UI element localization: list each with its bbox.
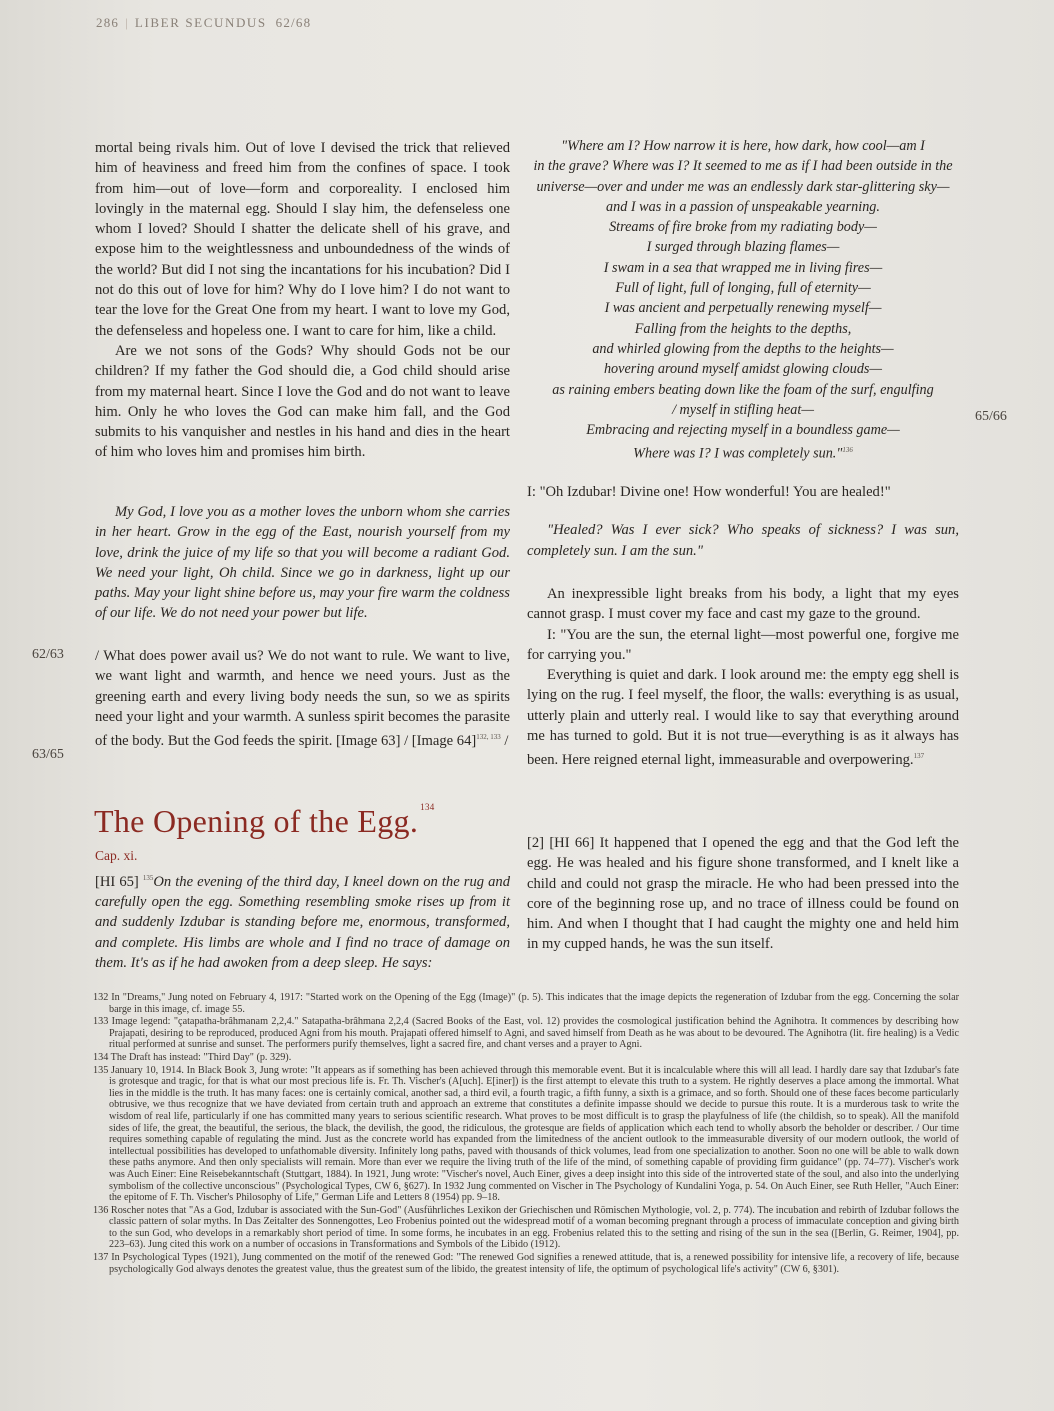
narrative-block [527, 584, 959, 771]
poem-line: I was ancient and perpetually renewing myself— [604, 300, 882, 317]
margin-number: 63/65 [32, 747, 64, 762]
poem-line: Where was I? I was completely sun." [633, 446, 843, 463]
right-column [527, 136, 959, 464]
poem-line: Embracing and rejecting myself in a boundless game— [586, 422, 900, 439]
poem-line-last [527, 440, 959, 464]
paragraph-text: Everything is quiet and dark. I look around me: the empty egg shell is lying on the rug. I feel myself, the floor, the walls: everything is as usual, utterly plain and utterly real. I would like to say that everything around me has turned to gold. But it is not true—everything is as it always has been. Here reigned eternal light, immeasurable and overpowering. [527, 667, 959, 769]
paragraph: Are we not sons of the Gods? Why should Gods not be our children? If my father the God should die, a God child should arise from my maternal heart. Since I love the God and do not want to leave him. Only he who loves the God can make him fall, and the God submits to his vanquisher and nestles in his hand and dies in the heart of him who loves him and promises him birth. [95, 342, 510, 461]
footnote: 135 January 10, 1914. In Black Book 3, Jung wrote: "It appears as if something has been achieved through this memorable event. But it is incalculable where this will all lead. I hardly dare say that Izdubar's fate is grotesque and tragic, for that is what our most precious life is. Fr. Th. Vischer's (A[uch]. E[iner]) is the first attempt to elevate this truth to a system. He rightly deserves a place among the immortal. What lies in the middle is the truth. It has many faces: one is certainly comical, another sad, a third evil, a fourth tragic, a fifth funny, a sixth is a grimace, and so forth. Should one of these faces become particularly obtrusive, we thus recognize that we have deviated from certain truth and approach an extreme that constitutes a definite impasse should we decide to pursue this route. It is a murderous task to write the wisdom of real life, particularly if one has committed many years to serious scientific research. What proves to be most difficult is to grasp the playfulness of life (the childish, so to speak). All the manifold sides of life, the great, the beautiful, the serious, the black, the devilish, the good, the ridiculous, the grotesque are fields of application which each tend to wholly absorb the beholder or describer. / Our time requires something capable of regulating the mind. Just as the concrete world has expanded from the limitedness of the ancient outlook to the immeasurable diversity of our modern outlook, the world of intellectual possibilities has developed to unfathomable diversity. Infinitely long paths, paved with thousands of thick volumes, lead from one specialization to another. Soon no one will be able to walk down these paths anymore. And then only specialists will remain. More than ever we require the living truth of the life of the mind, of something capable of providing firm guidance" (pp. 74–77). Vischer's work was Auch Einer: Eine Reisebekanntschaft (Stuttgart, 1884). In 1921, Jung wrote: "Vischer's novel, Auch Einer, gives a deep insight into this side of the introverted state of the soul, and also into the underlying symbolism of the collective unconscious" (Psychological Types, CW 6, §627). In 1932 Jung commented on Vischer in The Psychology of Kundalini Yoga, p. 54. On Auch Einer, see Ruth Heller, "Auch Einer: the epitome of F. Th. Vischer's Philosophy of Life," German Life and Letters 8 (1954) pp. 9–18. [93, 1064, 959, 1204]
footnote-ref: 135 [142, 874, 154, 882]
paragraph-end: / [500, 733, 509, 750]
footnote-ref: 136 [842, 446, 853, 455]
reflection-block [527, 833, 959, 955]
running-head-separator: | [125, 15, 129, 30]
paragraph: mortal being rivals him. Out of love I devised the trick that relieved him of heaviness and freed him from the confines of space. I took from him—out of love—form and corporeality. I enclosed him lovingly in the maternal egg. Should I slay him, the defenseless one whom I loved? Should I shatter the delicate shell of his grave, and expose him to the weightlessness and unboundedness of the winds of the world? But did I not sing the incantations for his incubation? Did I not do this out of love for him? Why do I love him? I do not want to tear the love for the Great One from my heart. I want to love my God, the defenseless and hopeless one. I want to care for him, like a child. [95, 140, 510, 339]
italic-paragraph: "Healed? Was I ever sick? Who speaks of sickness? I was sun, completely sun. I am the sun." [527, 522, 959, 559]
paragraph: An inexpressible light breaks from his body, a light that my eyes cannot grasp. I must cover my face and cast my gaze to the ground. [527, 586, 959, 623]
poem-line: I swam in a sea that wrapped me in living fires— [603, 259, 883, 276]
margin-number: 65/66 [975, 409, 1007, 424]
paragraph: I: "You are the sun, the eternal light—most powerful one, forgive me for carrying you." [527, 626, 959, 663]
footnote: 133 Image legend: "çatapatha-brâhmanam 2,2,4." Satapatha-brâhmana 2,2,4 (Sacred Books of the East, vol. 12) provides the cosmological justification behind the Agnihotra. It commences by describing how Prajapati, desiring to be reproduced, produced Agni from his mouth. Prajapati offered himself to Agni, and saved himself from Death as he was about to be devoured. The Agnihotra (lit. fire healing) is a Vedic ritual performed at sunrise and sunset. The performers purify themselves, light a sacred fire, and chant verses and a prayer to Agni. [93, 1016, 959, 1051]
poem-line: / myself in stifling heat— [672, 401, 814, 418]
paragraph: I: "Oh Izdubar! Divine one! How wonderful! You are healed!" [527, 484, 891, 500]
chapter-number: Cap. xi. [95, 848, 138, 863]
margin-number: 62/63 [32, 647, 64, 662]
paragraph [95, 868, 510, 973]
footnote-ref: 137 [913, 752, 925, 761]
running-head [96, 15, 311, 31]
poem-line: I surged through blazing flames— [646, 239, 840, 256]
left-column [95, 138, 510, 468]
paragraph [95, 646, 510, 751]
poem-line: universe—over and under me was an endlessly dark star-glittering sky— [536, 178, 950, 195]
poem-block [527, 136, 959, 464]
poem-line: Full of light, full of longing, full of eternity— [615, 280, 871, 297]
chapter-title [94, 802, 435, 840]
hi-ref: [HI 65] [95, 873, 143, 890]
poem-line: hovering around myself amidst glowing clouds— [603, 361, 883, 378]
page-number: 286 [96, 15, 120, 30]
poem-line: Streams of fire broke from my radiating body— [609, 219, 877, 236]
poem-line: "Where am I? How narrow it is here, how dark, how cool—am I [561, 138, 925, 154]
paragraph [527, 665, 959, 770]
chapter-opening [95, 868, 510, 973]
poem-line: as raining embers beating down like the foam of the surf, engulfing [552, 381, 934, 398]
footnote: 137 In Psychological Types (1921), Jung commented on the motif of the renewed God: "The renewed God signifies a renewed attitude, that is, a renewed possibility for intensive life, a recovery of life, because psychologically God always denotes the greatest value, thus the greatest sum of the libido, the greatest intensity of life, the optimum of psychological life's activity" (CW 6, §301). [93, 1252, 959, 1275]
paragraph-block [95, 646, 510, 751]
dialogue-block [527, 482, 959, 561]
footnote-ref: 134 [420, 802, 435, 812]
italic-paragraph: My God, I love you as a mother loves the unborn whom she carries in her heart. Grow in the egg of the East, nourish yourself from my love, drink the juice of my life so that you will become a radiant God. We need your light, Oh child. Since we go in darkness, light up our paths. May your light shine before us, may your fire warm the coldness of our life. We do not need your power but life. [95, 504, 510, 622]
paragraph: [2] [HI 66] It happened that I opened the egg and that the God left the egg. He was healed and his figure shone transformed, and I knelt like a child and could not grasp the miracle. He who had been pressed into the core of the beginning rose up, and no trace of illness could be found on him. And when I thought that I had caught the mighty one and held him in my cupped hands, he was the sun itself. [527, 835, 959, 953]
poem-line: Falling from the heights to the depths, [634, 320, 852, 337]
poem-line: in the grave? Where was I? It seemed to me as if I had been outside in the [533, 158, 953, 175]
paragraph-text: / What does power avail us? We do not want to rule. We want to live, we want light and warmth, and hence we need yours. Just as the greening earth and every living body needs the sun, so we as spirits need your light and your warmth. A sunless spirit becomes the parasite of the body. But the God feeds the spirit. [Image 63] / [Image 64] [95, 648, 510, 750]
italic-text: On the evening of the third day, I kneel down on the rug and carefully open the egg. Something resembling smoke rises up from it and suddenly Izdubar is standing before me, enormous, transformed, and complete. His limbs are whole and I find no trace of damage on them. It's as if he had awoken from a deep sleep. He says: [95, 873, 510, 972]
footnote: 136 Roscher notes that "As a God, Izdubar is associated with the Sun-God" (Ausführliches Lexikon der Griechischen und Römischen Mythologie, vol. 2, p. 774). The incubation and rebirth of Izdubar follows the classic pattern of solar myths. In Das Zeitalter des Sonnengottes, Leo Frobenius pointed out the widespread motif of a woman becoming pregnant through a process of immaculate conception and giving birth to the sun God, who develops in a remarkably short period of time. In some forms, he incubates in an egg. Frobenius related this to the setting and rising of the sun in the sea ([Berlin, G. Reimer, 1904], pp. 223–63). Jung cited this work on a number of occasions in Transformations and Symbols of the Libido (1912). [93, 1204, 959, 1251]
prayer-block [95, 502, 510, 624]
spacer [527, 502, 959, 520]
poem-line: and I was in a passion of unspeakable yearning. [606, 198, 880, 215]
footnote: 134 The Draft has instead: "Third Day" (p. 329). [93, 1051, 292, 1063]
folio-number: 62/68 [275, 15, 312, 30]
footnote-ref: 132, 133 [476, 733, 501, 742]
footnotes [93, 992, 959, 1276]
section-title: LIBER SECUNDUS [134, 15, 267, 30]
chapter-title-text: The Opening of the Egg. [94, 803, 419, 839]
footnote: 132 In "Dreams," Jung noted on February 4, 1917: "Started work on the Opening of the Egg (Image)" (p. 5). This indicates that the image depicts the regeneration of Izdubar from the egg. Concerning the solar barge in this image, cf. image 55. [93, 992, 959, 1015]
poem-line: and whirled glowing from the depths to the heights— [592, 340, 894, 357]
